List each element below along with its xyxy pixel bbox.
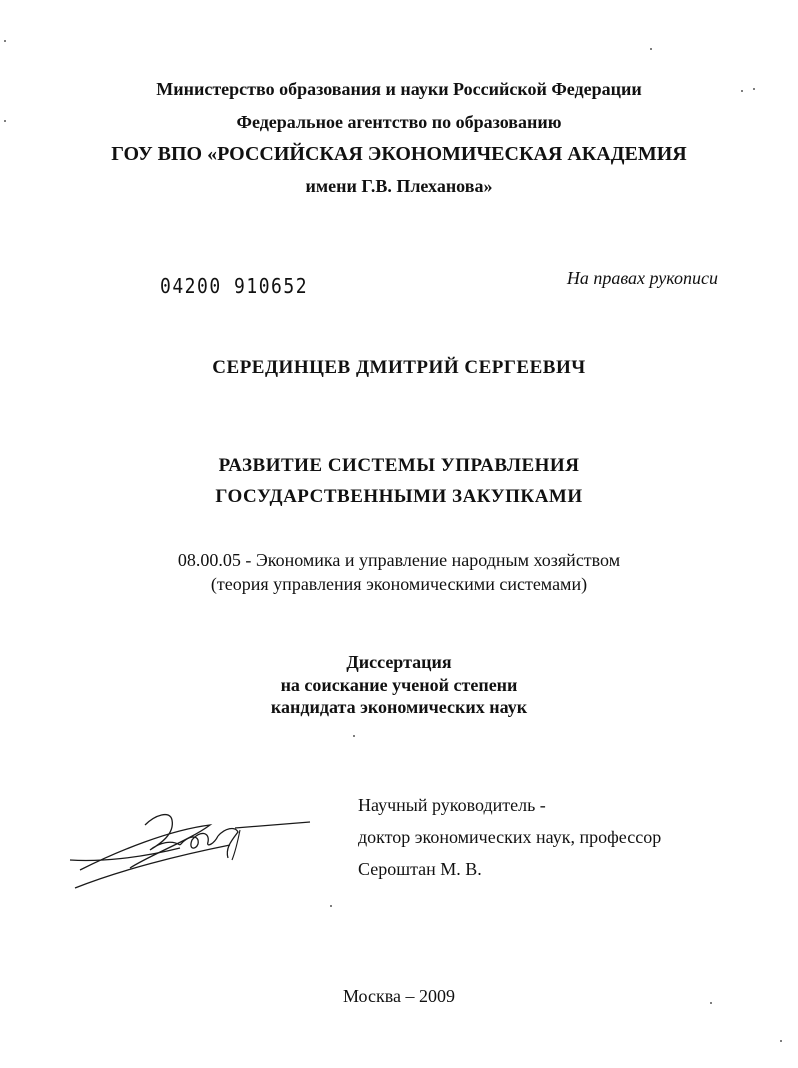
thesis-type: Диссертация <box>346 652 452 672</box>
scan-speck <box>780 1040 782 1042</box>
scan-speck <box>650 48 652 50</box>
thesis-degree: кандидата экономических наук <box>270 697 528 717</box>
thesis-degree-purpose: на соискание ученой степени <box>280 675 518 695</box>
scan-speck <box>353 735 355 737</box>
registration-stamp: 04200 910652 <box>160 274 309 299</box>
ministry-heading: Министерство образования и науки Российской Федерации <box>156 79 642 99</box>
advisor-name: Сероштан М. В. <box>358 859 482 879</box>
thesis-title-line1: РАЗВИТИЕ СИСТЕМЫ УПРАВЛЕНИЯ <box>218 455 580 476</box>
author-name: СЕРЕДИНЦЕВ ДМИТРИЙ СЕРГЕЕВИЧ <box>212 357 586 378</box>
advisor-role: Научный руководитель - <box>358 795 546 815</box>
academy-name-heading: имени Г.В. Плеханова» <box>305 176 493 196</box>
advisor-degree: доктор экономических наук, профессор <box>358 827 662 847</box>
manuscript-rights-label: На правах рукописи <box>566 268 718 288</box>
scan-speck <box>4 120 6 122</box>
thesis-title-line2: ГОСУДАРСТВЕННЫМИ ЗАКУПКАМИ <box>215 486 583 507</box>
scan-speck <box>741 90 743 92</box>
scan-speck <box>4 40 6 42</box>
academy-heading: ГОУ ВПО «РОССИЙСКАЯ ЭКОНОМИЧЕСКАЯ АКАДЕМИЯ <box>111 143 687 165</box>
scan-speck <box>710 1002 712 1004</box>
specialty-code: 08.00.05 - Экономика и управление народным хозяйством <box>177 550 621 570</box>
city-year: Москва – 2009 <box>343 986 455 1006</box>
scan-speck <box>330 905 332 907</box>
scan-speck <box>753 88 755 90</box>
advisor-signature <box>60 800 320 900</box>
agency-heading: Федеральное агентство по образованию <box>236 112 562 132</box>
specialty-description: (теория управления экономическими системами) <box>210 574 588 594</box>
